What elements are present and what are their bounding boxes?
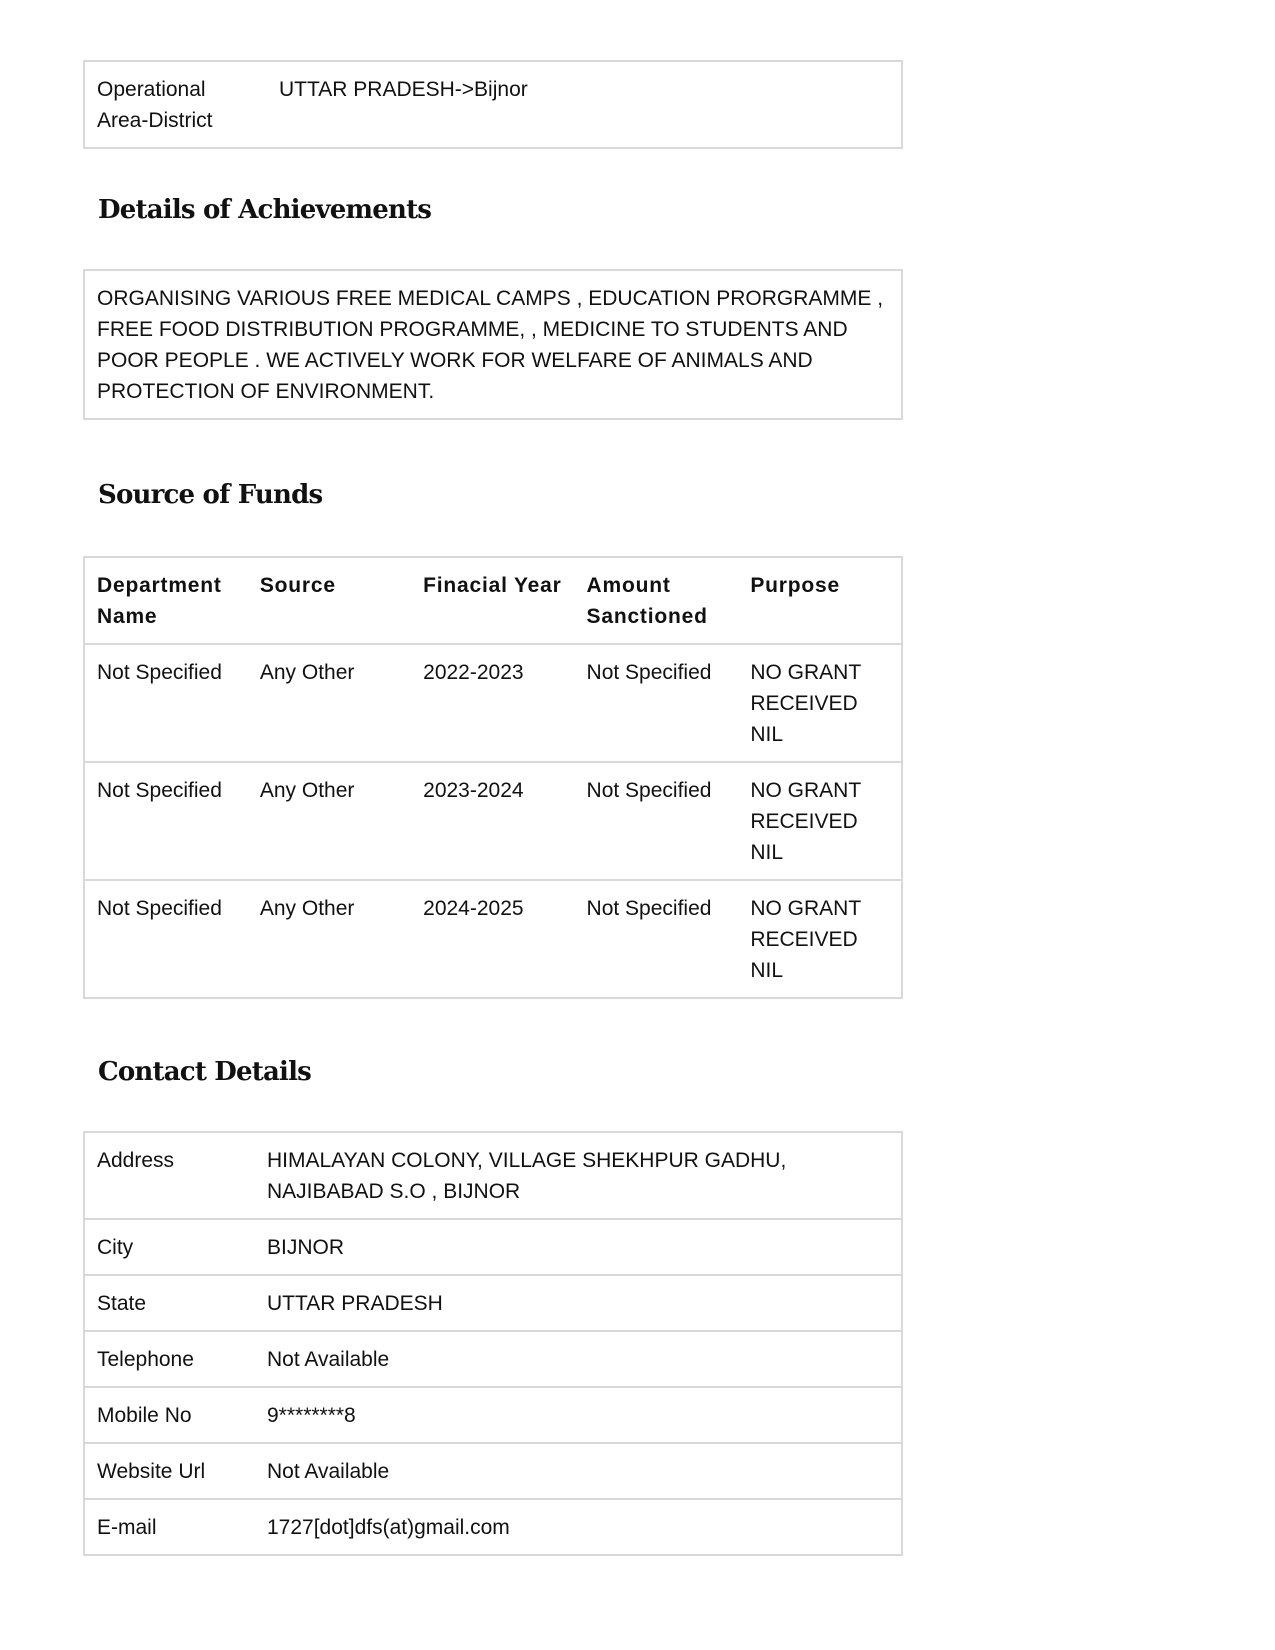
address-line2: NAJIBABAD S.O , BIJNOR	[267, 1180, 521, 1203]
funds-purpose-cell	[738, 762, 902, 880]
operational-area-label-line1: Operational	[97, 78, 206, 101]
operational-area-table	[83, 60, 903, 149]
achievements-row	[84, 270, 902, 419]
achievements-heading: Details of Achievements	[98, 195, 432, 225]
contact-table	[83, 1131, 903, 1556]
achievements-text: ORGANISING VARIOUS FREE MEDICAL CAMPS , EDUCATION PRORGRAMME , FREE FOOD DISTRIBUTION PROGRAMME, , MEDICINE TO STUDENTS AND POOR PEOPLE . WE ACTIVELY WORK FOR WELFARE OF ANIMALS AND PROTECTION OF ENVIRONMENT.	[97, 287, 884, 403]
funds-purpose-line: NIL	[750, 841, 783, 864]
funds-header-purpose: Purpose	[738, 557, 902, 644]
table-row	[84, 644, 902, 762]
operational-area-label	[84, 61, 267, 148]
document-page	[83, 60, 903, 1556]
funds-header-amount: Amount Sanctioned	[575, 557, 739, 644]
funds-amount-cell: Not Specified	[575, 762, 739, 880]
contact-label: State	[84, 1275, 255, 1331]
funds-source-cell: Any Other	[248, 644, 411, 762]
contact-label: City	[84, 1219, 255, 1275]
contact-row-state	[84, 1275, 902, 1331]
contact-row-address	[84, 1132, 902, 1219]
funds-purpose-line: RECEIVED	[750, 928, 858, 951]
contact-label: Address	[84, 1132, 255, 1219]
funds-purpose-line: NIL	[750, 723, 783, 746]
table-row	[84, 762, 902, 880]
contact-value-address	[255, 1132, 902, 1219]
funds-purpose-line: NIL	[750, 959, 783, 982]
contact-row-email	[84, 1499, 902, 1555]
contact-value-city: BIJNOR	[255, 1219, 902, 1275]
funds-amount-cell: Not Specified	[575, 644, 739, 762]
contact-value-state: UTTAR PRADESH	[255, 1275, 902, 1331]
table-row	[84, 880, 902, 998]
funds-purpose-cell	[738, 880, 902, 998]
contact-value-email: 1727[dot]dfs(at)gmail.com	[267, 1516, 510, 1539]
funds-purpose-cell	[738, 644, 902, 762]
funds-source-cell: Any Other	[248, 762, 411, 880]
address-line1: HIMALAYAN COLONY, VILLAGE SHEKHPUR GADHU,	[267, 1149, 787, 1172]
operational-area-label-line2: Area-District	[97, 109, 213, 132]
funds-purpose-line: NO GRANT	[750, 897, 862, 920]
contact-label: Mobile No	[84, 1387, 255, 1443]
contact-label: Website Url	[84, 1443, 255, 1499]
contact-row-telephone	[84, 1331, 902, 1387]
funds-department-cell: Not Specified	[84, 762, 248, 880]
funds-header-source: Source	[248, 557, 411, 644]
funds-source-cell: Any Other	[259, 897, 355, 920]
funds-year-cell: 2023-2024	[411, 762, 574, 880]
funds-purpose-line: NO GRANT	[750, 779, 862, 802]
funds-header-department: Department Name	[84, 557, 248, 644]
contact-value-website: Not Available	[255, 1443, 902, 1499]
funds-purpose-line: RECEIVED	[750, 810, 858, 833]
funds-year-cell: 2024-2025	[423, 897, 524, 920]
contact-row-mobile	[84, 1387, 902, 1443]
funds-department-cell: Not Specified	[84, 644, 248, 762]
funds-header-year: Finacial Year	[411, 557, 574, 644]
funds-purpose-line: NO GRANT	[750, 661, 862, 684]
achievements-table	[83, 269, 903, 420]
contact-heading: Contact Details	[98, 1057, 312, 1087]
contact-value-telephone: Not Available	[255, 1331, 902, 1387]
contact-row-website	[84, 1443, 902, 1499]
funds-department-cell: Not Specified	[97, 897, 222, 920]
contact-label: Telephone	[84, 1331, 255, 1387]
funds-purpose-line: RECEIVED	[750, 692, 858, 715]
funds-heading: Source of Funds	[98, 480, 323, 510]
contact-value-mobile: 9********8	[255, 1387, 902, 1443]
funds-amount-cell: Not Specified	[586, 897, 712, 920]
contact-label: E-mail	[97, 1516, 157, 1539]
funds-year-cell: 2022-2023	[411, 644, 574, 762]
operational-area-row	[84, 61, 902, 148]
operational-area-value: UTTAR PRADESH->Bijnor	[279, 78, 528, 101]
contact-row-city	[84, 1219, 902, 1275]
funds-header-row	[84, 557, 902, 644]
funds-table	[83, 556, 903, 999]
